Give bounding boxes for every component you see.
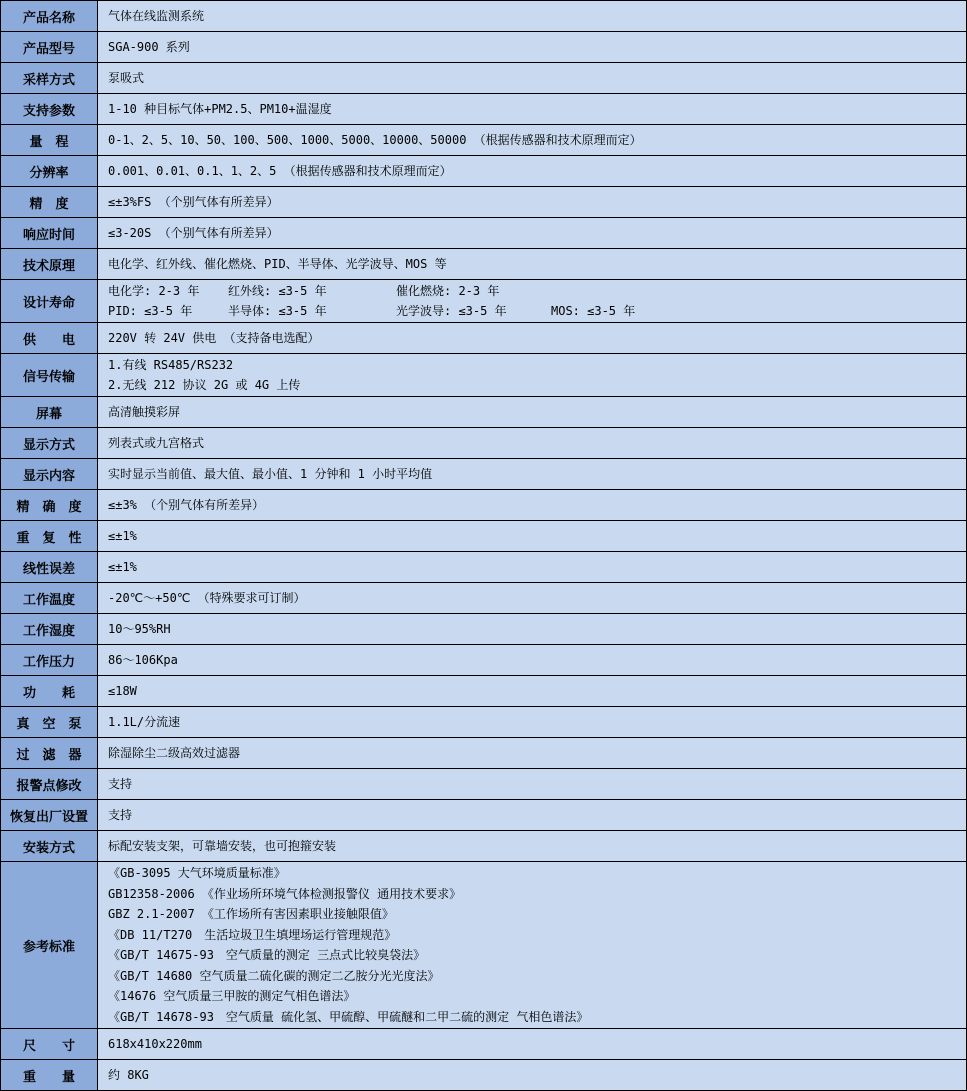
table-row <box>1 63 967 94</box>
spec-row-value <box>98 676 967 707</box>
value-text: ≤18W <box>108 684 137 698</box>
value-text: 支持 <box>108 808 133 822</box>
table-row <box>1 583 967 614</box>
value-text: 约 8KG <box>108 1068 149 1082</box>
spec-table-body <box>1 1 967 1091</box>
table-row <box>1 490 967 521</box>
spec-row-label: 参考标准 <box>1 862 98 1029</box>
value-text: MOS: ≤3-5 年 <box>551 304 636 318</box>
value-line <box>108 863 958 884</box>
value-line <box>108 650 958 670</box>
spec-row-label: 产品型号 <box>1 32 98 63</box>
table-row <box>1 521 967 552</box>
value-text: 《DB 11/T270 生活垃圾卫生填埋场运行管理规范》 <box>108 927 397 942</box>
spec-row-value <box>98 769 967 800</box>
spec-row-value <box>98 249 967 280</box>
value-text: 220V 转 24V 供电 （支持备电选配） <box>108 331 320 345</box>
table-row <box>1 94 967 125</box>
spec-row-label: 响应时间 <box>1 218 98 249</box>
spec-row-label: 供 电 <box>1 323 98 354</box>
value-text: 泵吸式 <box>108 71 145 85</box>
value-line <box>108 223 958 243</box>
value-text: 1.1L/分流速 <box>108 715 181 729</box>
value-line <box>108 884 958 905</box>
value-text: ≤±1% <box>108 529 137 543</box>
value-text: ≤3-20S （个别气体有所差异） <box>108 226 279 240</box>
value-text: 列表式或九宫格式 <box>108 436 205 450</box>
spec-row-value <box>98 583 967 614</box>
value-text: 1.有线 RS485/RS232 <box>108 358 234 372</box>
value-text: 《14676 空气质量三甲胺的测定气相色谱法》 <box>108 989 356 1003</box>
spec-row-value <box>98 707 967 738</box>
spec-row-label: 量 程 <box>1 125 98 156</box>
value-text: ≤±1% <box>108 560 137 574</box>
table-row <box>1 249 967 280</box>
value-line <box>108 254 958 274</box>
table-row <box>1 1 967 32</box>
value-line <box>108 1007 958 1028</box>
value-text: 618x410x220mm <box>108 1037 202 1051</box>
table-row <box>1 862 967 1029</box>
value-line <box>108 433 958 453</box>
value-text: 电化学、红外线、催化燃烧、PID、半导体、光学波导、MOS 等 <box>108 257 447 271</box>
table-row <box>1 397 967 428</box>
table-row <box>1 125 967 156</box>
spec-row-value <box>98 614 967 645</box>
spec-row-label: 工作湿度 <box>1 614 98 645</box>
value-line <box>108 743 958 763</box>
value-text: GB12358-2006 《作业场所环境气体检测报警仪 通用技术要求》 <box>108 886 462 901</box>
value-text: -20℃～+50℃ （特殊要求可订制） <box>108 591 306 605</box>
spec-row-label: 过 滤 器 <box>1 738 98 769</box>
value-line <box>108 712 958 732</box>
value-line <box>108 774 958 794</box>
value-text: 1-10 种目标气体+PM2.5、PM10+温湿度 <box>108 102 332 116</box>
spec-row-value <box>98 323 967 354</box>
value-line <box>108 99 958 119</box>
table-row <box>1 280 967 323</box>
table-row <box>1 1029 967 1060</box>
table-row <box>1 187 967 218</box>
value-line <box>108 805 958 825</box>
table-row <box>1 156 967 187</box>
value-line <box>108 375 958 395</box>
value-text: 半导体: ≤3-5 年 <box>228 304 327 318</box>
spec-row-value <box>98 1 967 32</box>
value-text: 催化燃烧: 2-3 年 <box>396 284 500 298</box>
value-text: 高清触摸彩屏 <box>108 405 181 419</box>
spec-row-label: 重 量 <box>1 1060 98 1091</box>
spec-row-label: 报警点修改 <box>1 769 98 800</box>
value-text: 实时显示当前值、最大值、最小值、1 分钟和 1 小时平均值 <box>108 467 433 481</box>
spec-row-label: 分辨率 <box>1 156 98 187</box>
spec-row-value <box>98 218 967 249</box>
value-text: 支持 <box>108 777 133 791</box>
table-row <box>1 428 967 459</box>
spec-row-value <box>98 63 967 94</box>
spec-row-value <box>98 490 967 521</box>
value-line <box>108 355 958 375</box>
value-text: 86～106Kpa <box>108 653 178 667</box>
spec-row-value <box>98 521 967 552</box>
spec-row-value <box>98 1060 967 1091</box>
table-row <box>1 459 967 490</box>
spec-row-label: 安装方式 <box>1 831 98 862</box>
spec-row-label: 精 度 <box>1 187 98 218</box>
value-line <box>108 836 958 856</box>
value-line <box>108 945 958 966</box>
spec-row-label: 支持参数 <box>1 94 98 125</box>
spec-row-value <box>98 738 967 769</box>
table-row <box>1 769 967 800</box>
value-line <box>108 301 958 321</box>
spec-row-value <box>98 552 967 583</box>
table-row <box>1 1060 967 1091</box>
value-line <box>108 37 958 57</box>
value-line <box>108 619 958 639</box>
spec-row-value <box>98 800 967 831</box>
spec-row-label: 工作温度 <box>1 583 98 614</box>
value-line <box>108 161 958 181</box>
table-row <box>1 738 967 769</box>
spec-row-value <box>98 187 967 218</box>
value-line <box>108 6 958 26</box>
table-row <box>1 707 967 738</box>
spec-row-value <box>98 459 967 490</box>
spec-row-label: 信号传输 <box>1 354 98 397</box>
table-row <box>1 354 967 397</box>
value-text: ≤±3% （个别气体有所差异） <box>108 498 265 512</box>
value-line <box>108 588 958 608</box>
value-line <box>108 1034 958 1054</box>
spec-row-value <box>98 645 967 676</box>
table-row <box>1 218 967 249</box>
spec-row-label: 设计寿命 <box>1 280 98 323</box>
value-line <box>108 192 958 212</box>
value-line <box>108 557 958 577</box>
spec-row-label: 真 空 泵 <box>1 707 98 738</box>
value-text: 《GB/T 14678-93 空气质量 硫化氢、甲硫醇、甲硫醚和二甲二硫的测定 气相色谱法》 <box>108 1009 589 1024</box>
value-line <box>108 130 958 150</box>
spec-row-label: 采样方式 <box>1 63 98 94</box>
value-text: PID: ≤3-5 年 <box>108 304 193 318</box>
spec-row-label: 功 耗 <box>1 676 98 707</box>
table-row <box>1 800 967 831</box>
spec-row-value <box>98 32 967 63</box>
value-text: 气体在线监测系统 <box>108 9 205 23</box>
value-text: GBZ 2.1-2007 《工作场所有害因素职业接触限值》 <box>108 907 394 921</box>
value-line <box>108 495 958 515</box>
value-line <box>108 966 958 987</box>
value-line <box>108 1065 958 1085</box>
value-line <box>108 328 958 348</box>
value-line <box>108 464 958 484</box>
value-text: 光学波导: ≤3-5 年 <box>396 304 507 318</box>
value-line <box>108 986 958 1007</box>
value-text: 电化学: 2-3 年 <box>108 284 200 298</box>
table-row <box>1 645 967 676</box>
value-line <box>108 281 958 301</box>
value-text: 除湿除尘二级高效过滤器 <box>108 746 241 760</box>
table-row <box>1 323 967 354</box>
value-text: 红外线: ≤3-5 年 <box>228 284 327 298</box>
table-row <box>1 676 967 707</box>
spec-row-value <box>98 354 967 397</box>
spec-row-value <box>98 428 967 459</box>
spec-row-label: 技术原理 <box>1 249 98 280</box>
spec-row-value <box>98 280 967 323</box>
spec-row-label: 精 确 度 <box>1 490 98 521</box>
value-text: ≤±3%FS （个别气体有所差异） <box>108 195 279 209</box>
value-text: 《GB/T 14675-93 空气质量的测定 三点式比较臭袋法》 <box>108 948 426 962</box>
value-line <box>108 68 958 88</box>
spec-row-label: 产品名称 <box>1 1 98 32</box>
value-line <box>108 904 958 925</box>
table-row <box>1 614 967 645</box>
value-line <box>108 681 958 701</box>
spec-row-value <box>98 397 967 428</box>
spec-row-value <box>98 1029 967 1060</box>
spec-row-value <box>98 156 967 187</box>
table-row <box>1 552 967 583</box>
value-text: 0.001、0.01、0.1、1、2、5 （根据传感器和技术原理而定） <box>108 164 452 178</box>
value-text: 0-1、2、5、10、50、100、500、1000、5000、10000、50000 （根据传感器和技术原理而定） <box>108 133 642 147</box>
value-text: 《GB-3095 大气环境质量标准》 <box>108 866 286 880</box>
spec-row-label: 尺 寸 <box>1 1029 98 1060</box>
table-row <box>1 32 967 63</box>
spec-row-label: 显示方式 <box>1 428 98 459</box>
spec-row-label: 屏幕 <box>1 397 98 428</box>
spec-row-value <box>98 94 967 125</box>
spec-row-label: 恢复出厂设置 <box>1 800 98 831</box>
value-text: 2.无线 212 协议 2G 或 4G 上传 <box>108 378 301 392</box>
value-text: 《GB/T 14680 空气质量二硫化碳的测定二乙胺分光光度法》 <box>108 968 440 983</box>
spec-row-value <box>98 831 967 862</box>
spec-row-label: 工作压力 <box>1 645 98 676</box>
spec-row-label: 线性误差 <box>1 552 98 583</box>
value-line <box>108 402 958 422</box>
spec-row-value <box>98 862 967 1029</box>
table-row <box>1 831 967 862</box>
value-line <box>108 925 958 946</box>
spec-row-label: 显示内容 <box>1 459 98 490</box>
value-text: 标配安装支架，可靠墙安装，也可抱箍安装 <box>108 839 337 853</box>
spec-row-label: 重 复 性 <box>1 521 98 552</box>
spec-row-value <box>98 125 967 156</box>
value-text: SGA-900 系列 <box>108 40 190 54</box>
value-line <box>108 526 958 546</box>
value-text: 10～95%RH <box>108 622 171 636</box>
